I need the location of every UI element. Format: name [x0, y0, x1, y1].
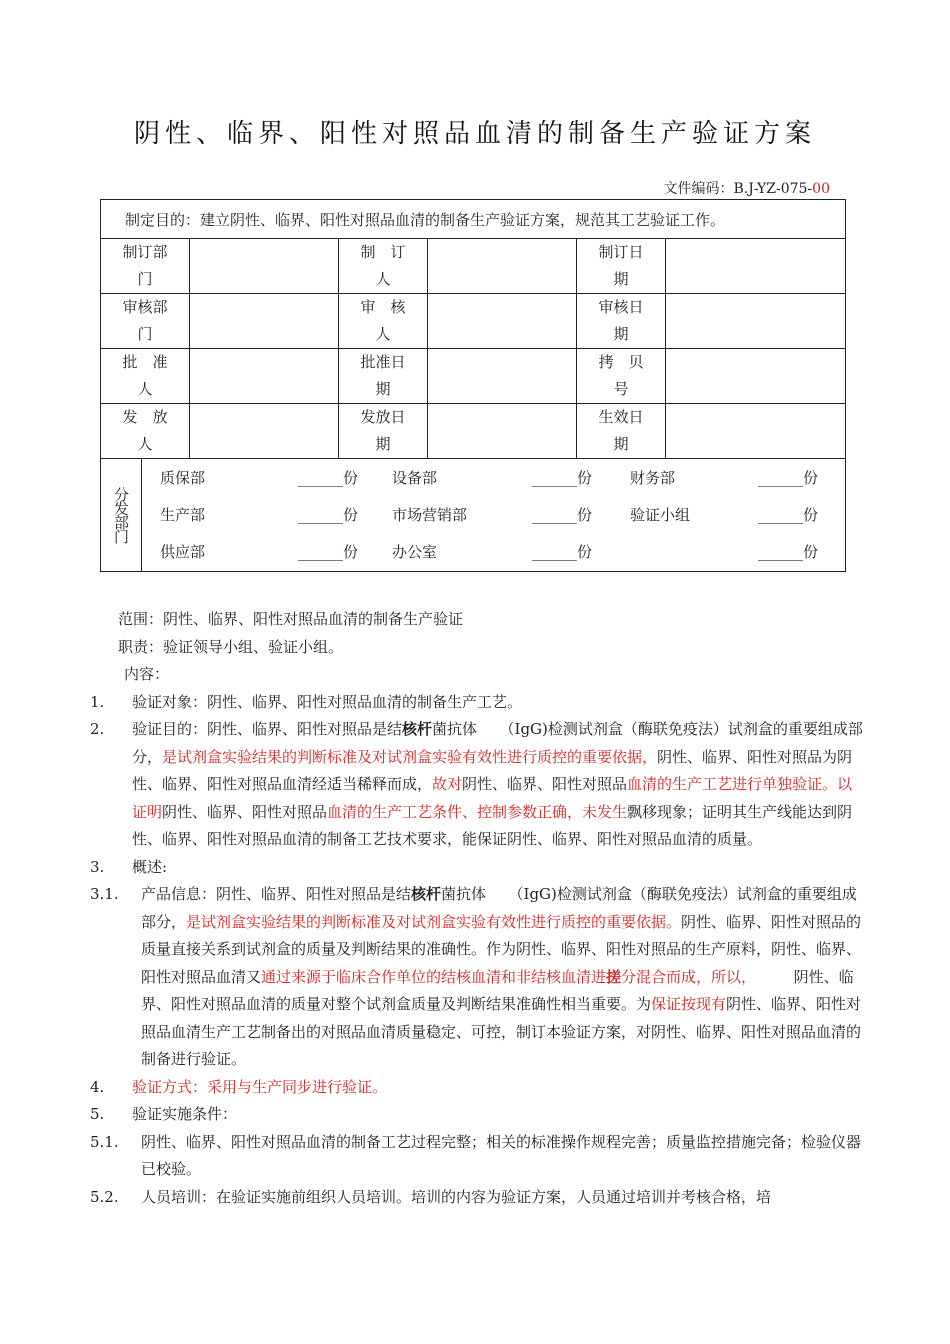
document-number: 文件编码：B.J-YZ-075-00 — [663, 181, 830, 197]
value-cell[interactable] — [428, 349, 577, 404]
label-cell: 批准日 期 — [339, 349, 428, 404]
label-cell: 审核日 期 — [577, 294, 666, 349]
form-row — [101, 239, 846, 294]
dept-name: 质保部 — [160, 469, 206, 487]
value-cell[interactable] — [190, 404, 339, 459]
copies-field[interactable]: ______份 — [758, 469, 819, 487]
value-cell[interactable] — [666, 349, 846, 404]
form-row — [101, 404, 846, 459]
copies-field[interactable]: ______份 — [758, 506, 819, 524]
copies-field[interactable]: ______份 — [532, 469, 593, 487]
dept-name: 供应部 — [160, 543, 206, 561]
distribution-grid — [142, 459, 845, 571]
copies-field[interactable]: ______份 — [298, 543, 359, 561]
value-cell[interactable] — [666, 239, 846, 294]
page-title: 阴性、临界、阳性对照品血清的制备生产验证方案 — [133, 119, 816, 149]
label-cell: 批 准 人 — [101, 349, 190, 404]
form-row — [101, 294, 846, 349]
duty-line: 职责：验证领导小组、验证小组。 — [118, 637, 344, 656]
item-2: 2. 验证目的：阴性、临界、阳性对照品是结核杆菌抗体 （IgG)检测试剂盒（酶联免疫法）试剂盒的重要组成部分，是试剂盒实验结果的判断标准及对试剂盒实验有效性进行质控的重要依据，阴性、临界、阳性对照品为阴性、临界、阳性对照品血清经适当稀释而成，故对阴性、临界、阳性对照品血清的生产工艺进行单独验证。以证明阴性、临界、阳性对照品血清的生产工艺条件、控制参数正确，未发生飘移现象；证明其生产线能达到阴性、临界、阳性对照品血清的制备工艺技术要求，能保证阴性、临界、阳性对照品血清的质量。 — [90, 720, 863, 848]
dept-name: 办公室 — [392, 543, 438, 561]
value-cell[interactable] — [666, 404, 846, 459]
item-5-2: 5.2. 人员培训：在验证实施前组织人员培训。培训的内容为验证方案，人员通过培训并考核合格，培 — [90, 1187, 772, 1206]
label-cell: 生效日 期 — [577, 404, 666, 459]
value-cell[interactable] — [428, 404, 577, 459]
value-cell[interactable] — [190, 294, 339, 349]
value-cell[interactable] — [190, 349, 339, 404]
form-row — [101, 349, 846, 404]
value-cell[interactable] — [190, 239, 339, 294]
copies-field[interactable]: ______份 — [532, 543, 593, 561]
copies-field[interactable]: ______份 — [758, 543, 819, 561]
label-cell: 制 订 人 — [339, 239, 428, 294]
label-cell: 审核部 门 — [101, 294, 190, 349]
item-5: 5. 验证实施条件： — [90, 1105, 238, 1123]
dept-name: 财务部 — [630, 469, 676, 487]
label-cell: 审 核 人 — [339, 294, 428, 349]
dept-name: 市场营销部 — [392, 506, 468, 524]
label-cell: 发 放 人 — [101, 404, 190, 459]
copies-field[interactable]: ______份 — [532, 506, 593, 524]
item-5-1: 5.1. 阴性、临界、阳性对照品血清的制备工艺过程完整；相关的标准操作规程完善；质量监控措施完备；检验仪器已校验。 — [90, 1132, 862, 1178]
item-4: 4. 验证方式：采用与生产同步进行验证。 — [90, 1077, 388, 1096]
distribution-cell — [101, 459, 846, 572]
purpose-cell: 制定目的：建立阴性、临界、阳性对照品血清的制备生产验证方案，规范其工艺验证工作。 — [101, 200, 846, 239]
scope-line: 范围：阴性、临界、阳性对照品血清的制备生产验证 — [118, 610, 464, 628]
value-cell[interactable] — [428, 239, 577, 294]
document-body — [90, 606, 865, 1211]
dept-name: 设备部 — [392, 469, 438, 487]
copies-field[interactable]: ______份 — [298, 506, 359, 524]
approval-form-table — [100, 199, 846, 572]
label-cell: 制订部 门 — [101, 239, 190, 294]
value-cell[interactable] — [428, 294, 577, 349]
item-3-1: 3.1. 产品信息：阴性、临界、阳性对照品是结核杆菌抗体 （IgG)检测试剂盒（酶联免疫法）试剂盒的重要组成部分，是试剂盒实验结果的判断标准及对试剂盒实验有效性进行质控的重要依据。阴性、临界、阳性对照品的质量直接关系到试剂盒的质量及判断结果的准确性。作为阴性、临界、阳性对照品的生产原料，阴性、临界、阳性对照品血清又通过来源于临床合作单位的结核血清和非结核血清进搓分混合而成，所以， 阴性、临界、阳性对照品血清的质量对整个试剂盒质量及判断结果准确性相当重要。为保证按现有阴性、临界、阳性对照品血清生产工艺制备出的对照品血清质量稳定、可控，制订本验证方案，对阴性、临界、阳性对照品血清的制备进行验证。 — [90, 885, 862, 1068]
label-cell: 发放日 期 — [339, 404, 428, 459]
dept-name: 生产部 — [160, 506, 206, 524]
copies-field[interactable]: ______份 — [298, 469, 359, 487]
dept-name: 验证小组 — [630, 506, 691, 524]
content-label: 内容： — [124, 665, 170, 683]
item-1: 1. 验证对象：阴性、临界、阳性对照品血清的制备生产工艺。 — [90, 692, 523, 711]
value-cell[interactable] — [666, 294, 846, 349]
item-3: 3. 概述: — [90, 857, 168, 876]
label-cell: 拷 贝 号 — [577, 349, 666, 404]
label-cell: 制订日 期 — [577, 239, 666, 294]
distribution-label: 分发部门 — [101, 459, 142, 571]
